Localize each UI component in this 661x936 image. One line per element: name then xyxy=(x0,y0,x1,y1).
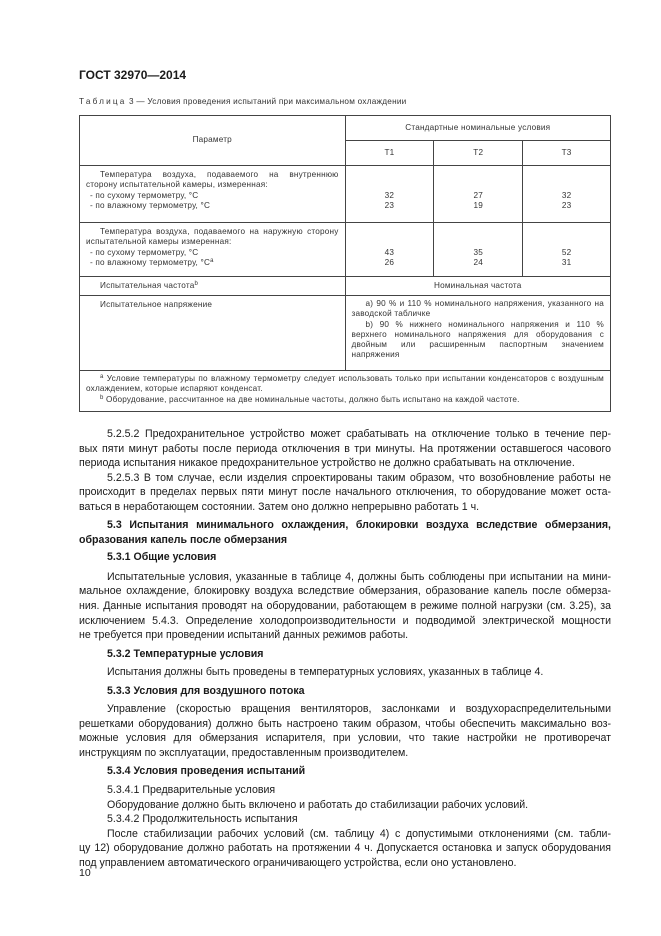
section-heading xyxy=(79,518,611,547)
text-line: решетками оборудования) должно быть настроено таким образом, чтобы обеспечить максимально воз- xyxy=(79,717,611,730)
voltage-option-a: a) 90 % и 110 % номинального напряжения, указанного на заводской табличке xyxy=(351,299,604,319)
text-line: Испытательные условия, указанные в таблице 4, должны быть соблюдены при испытании на мини- xyxy=(107,570,611,583)
paragraph xyxy=(79,702,611,760)
table-caption xyxy=(79,97,407,106)
table-row xyxy=(80,277,611,296)
text-line: После стабилизации рабочих условий (см. таблицу 4) с допустимыми отклонениями (см. табли- xyxy=(107,827,611,840)
section-heading xyxy=(79,684,611,699)
text-line: 5.3.3 Условия для воздушного потока xyxy=(107,684,305,697)
footnote-ref: a xyxy=(210,257,214,264)
footnote-ref: b xyxy=(194,281,198,287)
cell-value: 32 xyxy=(561,190,572,200)
paragraph xyxy=(79,471,611,515)
footnote-b xyxy=(86,395,604,405)
page-number: 10 xyxy=(79,867,91,879)
text-line: образования капель после обмерзания xyxy=(79,533,288,546)
text-line: цу 12) оборудование должно работать на протяжении 4 ч. Допускается остановка и запуск оборудования xyxy=(79,842,611,855)
paragraph xyxy=(79,427,611,471)
text-line: 5.3.2 Температурные условия xyxy=(107,647,264,660)
text-line: 5.2.5.2 Предохранительное устройство может срабатывать на отключение только в течение пер- xyxy=(107,428,611,440)
cell-value: 24 xyxy=(473,257,483,267)
conditions-table xyxy=(79,115,611,412)
text-line: ваться в неработающем состоянии. Затем оно должно непрерывно работать 1 ч. xyxy=(79,500,480,513)
text-line: 5.3.1 Общие условия xyxy=(107,551,217,564)
section-heading xyxy=(79,550,611,565)
paragraph xyxy=(79,827,611,871)
table-row xyxy=(80,223,611,277)
text-line: 5.3.4 Условия проведения испытаний xyxy=(107,765,306,778)
section-heading xyxy=(79,764,611,779)
cell-value: Номинальная частота xyxy=(345,277,610,296)
cell-value: 27 xyxy=(473,190,483,200)
text-line: не требуется при проведении испытаний данных режимов работы. xyxy=(79,629,409,642)
cell-value: 52 xyxy=(561,247,572,257)
footnote-text: Оборудование, рассчитанное на две номинальные частоты, должно быть испытано на каждой частоте. xyxy=(103,394,520,404)
text-line: можные условия для обмерзания испарителя, при условии, что такие настройки не противоречат xyxy=(79,732,611,745)
cell-value: 31 xyxy=(561,257,572,267)
paragraph xyxy=(79,570,611,643)
paragraph xyxy=(79,665,611,680)
footnote-text: Условие температуры по влажному термометру следует использовать только при испытании конденсаторов с воздушным охлаждением, которые испаряют конденсат. xyxy=(86,374,604,394)
header-standard-conditions: Стандартные номинальные условия xyxy=(345,116,610,141)
cell-value: 19 xyxy=(473,200,483,210)
body-text xyxy=(79,427,611,870)
row-title: Температура воздуха, подаваемого на внутреннюю сторону испытательной камеры, измеренная: xyxy=(86,170,339,190)
text-line: вых пяти минут работы после периода отключения в три минуты. На протяжении оставшегося часового xyxy=(79,442,611,455)
footnote-mark: a xyxy=(100,374,104,380)
text-line: Управление (скоростью вращения вентиляторов, заслонками и воздухораспределительными xyxy=(107,703,611,716)
cell-value: 23 xyxy=(561,200,572,210)
document-header: ГОСТ 32970—2014 xyxy=(79,68,187,82)
footnote-mark: b xyxy=(100,394,104,401)
text-line: 5.3.4.2 Продолжительность испытания xyxy=(107,813,298,826)
voltage-option-b: b) 90 % нижнего номинального напряжения и 110 % верхнего номинального напряжения для оборудования с двойным или расширенным паспортным значением напряжения xyxy=(351,319,604,360)
text-line: исключением 5.4.3. Определение холодопроизводительности и подводимой электрической мощности xyxy=(79,614,611,627)
row-title: Температура воздуха, подаваемого на наружную сторону испытательной камеры измеренная: xyxy=(86,227,339,247)
text-line: 5.3.4.1 Предварительные условия xyxy=(107,784,276,797)
header-parameter: Параметр xyxy=(80,116,346,166)
row-label: Испытательная частота xyxy=(100,281,195,290)
text-line: под управлением автоматического ограничивающего устройства, если оно установлено. xyxy=(79,856,517,869)
header-t3: Т3 xyxy=(523,141,611,166)
cell-value: 35 xyxy=(473,247,483,257)
text-line: 5.2.5.3 В том случае, если изделия спроектированы таким образом, что возобновление работы не xyxy=(107,471,611,484)
row-dry-label: - по сухому термометру, °С xyxy=(90,247,199,257)
table-caption-title: 3 — Условия проведения испытаний при максимальном охлаждении xyxy=(126,97,407,106)
text-line: Испытания должны быть проведены в температурных условиях, указанных в таблице 4. xyxy=(107,666,544,679)
text-line: периода испытания никакое предохранительное устройство не должно срабатывать на отключение. xyxy=(79,457,575,470)
cell-value: 32 xyxy=(384,190,395,200)
text-line: мальное охлаждение, блокировку воздуха вследствие обмерзания, образование капель после обмерза- xyxy=(79,585,611,598)
header-t2: Т2 xyxy=(434,141,523,166)
table-caption-word: Таблица xyxy=(79,97,127,106)
text-line: происходит в пределах первых пяти минут после начального отключения, то оборудование может оста- xyxy=(79,486,611,499)
row-wet-label: - по влажному термометру, °С xyxy=(90,200,211,210)
cell-value: 23 xyxy=(384,200,395,210)
text-line: ния. Данные испытания проводят на оборудовании, работающем в режиме полной нагрузки (см. 3.25), за xyxy=(79,600,611,613)
paragraph xyxy=(79,783,611,798)
footnote-a xyxy=(86,374,604,395)
table-row xyxy=(80,166,611,223)
text-line: Оборудование должно быть включено и работать до стабилизации рабочих условий. xyxy=(107,798,529,811)
cell-value: 26 xyxy=(384,257,395,267)
text-line: инструкциям по эксплуатации, предоставленным производителем. xyxy=(79,746,409,759)
section-heading xyxy=(79,647,611,662)
header-t1: Т1 xyxy=(345,141,434,166)
paragraph xyxy=(79,798,611,813)
row-label: Испытательное напряжение xyxy=(100,300,213,309)
table-row xyxy=(80,296,611,371)
row-dry-label: - по сухому термометру, °С xyxy=(90,190,199,200)
row-wet-label: - по влажному термометру, °С xyxy=(90,257,211,267)
paragraph xyxy=(79,812,611,827)
cell-value: 43 xyxy=(384,247,395,257)
text-line: 5.3 Испытания минимального охлаждения, блокировки воздуха вследствие обмерзания, xyxy=(107,519,611,532)
